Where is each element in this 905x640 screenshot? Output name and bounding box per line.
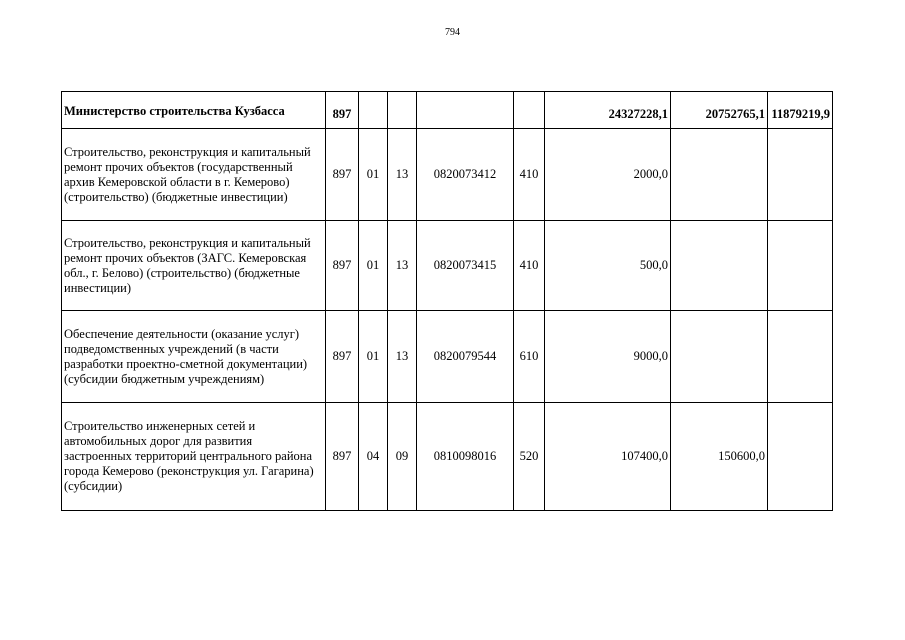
target-article-cell bbox=[417, 92, 514, 129]
amount-1-cell: 2000,0 bbox=[545, 129, 671, 221]
table-row bbox=[62, 129, 833, 221]
table-row bbox=[62, 311, 833, 403]
item-name-cell: Строительство, реконструкция и капитальный ремонт прочих объектов (ЗАГС. Кемеровская обл., г. Белово) (строительство) (бюджетные инвестиции) bbox=[62, 221, 326, 311]
ministry-code-cell: 897 bbox=[326, 311, 359, 403]
amount-1-cell: 9000,0 bbox=[545, 311, 671, 403]
expense-type-cell: 410 bbox=[514, 129, 545, 221]
ministry-code-cell: 897 bbox=[326, 403, 359, 511]
ministry-code-cell: 897 bbox=[326, 92, 359, 129]
subsection-cell: 13 bbox=[388, 311, 417, 403]
subsection-cell: 13 bbox=[388, 221, 417, 311]
amount-3-cell: 11879219,9 bbox=[768, 92, 833, 129]
subsection-cell: 13 bbox=[388, 129, 417, 221]
ministry-code-cell: 897 bbox=[326, 129, 359, 221]
section-cell: 04 bbox=[359, 403, 388, 511]
budget-table bbox=[61, 91, 833, 511]
ministry-code-cell: 897 bbox=[326, 221, 359, 311]
item-name-cell: Строительство инженерных сетей и автомобильных дорог для развития застроенных территорий центрального района города Кемерово (реконструкция ул. Гагарина) (субсидии) bbox=[62, 403, 326, 511]
item-name-cell: Строительство, реконструкция и капитальный ремонт прочих объектов (государственный архив Кемеровской области в г. Кемерово) (строительство) (бюджетные инвестиции) bbox=[62, 129, 326, 221]
section-cell: 01 bbox=[359, 129, 388, 221]
subsection-cell bbox=[388, 92, 417, 129]
amount-1-cell: 107400,0 bbox=[545, 403, 671, 511]
expense-type-cell: 410 bbox=[514, 221, 545, 311]
expense-type-cell bbox=[514, 92, 545, 129]
target-article-cell: 0820073415 bbox=[417, 221, 514, 311]
subsection-cell: 09 bbox=[388, 403, 417, 511]
expense-type-cell: 520 bbox=[514, 403, 545, 511]
amount-2-cell bbox=[671, 311, 768, 403]
target-article-cell: 0810098016 bbox=[417, 403, 514, 511]
table-header-row bbox=[62, 92, 833, 129]
section-cell bbox=[359, 92, 388, 129]
item-name-cell: Обеспечение деятельности (оказание услуг) подведомственных учреждений (в части разработки проектно-сметной документации) (субсидии бюджетным учреждениям) bbox=[62, 311, 326, 403]
ministry-name-cell: Министерство строительства Кузбасса bbox=[62, 92, 326, 129]
amount-3-cell bbox=[768, 129, 833, 221]
amount-2-cell bbox=[671, 221, 768, 311]
amount-2-cell bbox=[671, 129, 768, 221]
target-article-cell: 0820073412 bbox=[417, 129, 514, 221]
amount-3-cell bbox=[768, 403, 833, 511]
section-cell: 01 bbox=[359, 311, 388, 403]
amount-1-cell: 500,0 bbox=[545, 221, 671, 311]
amount-2-cell: 20752765,1 bbox=[671, 92, 768, 129]
section-cell: 01 bbox=[359, 221, 388, 311]
amount-2-cell: 150600,0 bbox=[671, 403, 768, 511]
table-row bbox=[62, 221, 833, 311]
amount-1-cell: 24327228,1 bbox=[545, 92, 671, 129]
expense-type-cell: 610 bbox=[514, 311, 545, 403]
amount-3-cell bbox=[768, 221, 833, 311]
amount-3-cell bbox=[768, 311, 833, 403]
target-article-cell: 0820079544 bbox=[417, 311, 514, 403]
page-number: 794 bbox=[445, 27, 460, 38]
table-row bbox=[62, 403, 833, 511]
